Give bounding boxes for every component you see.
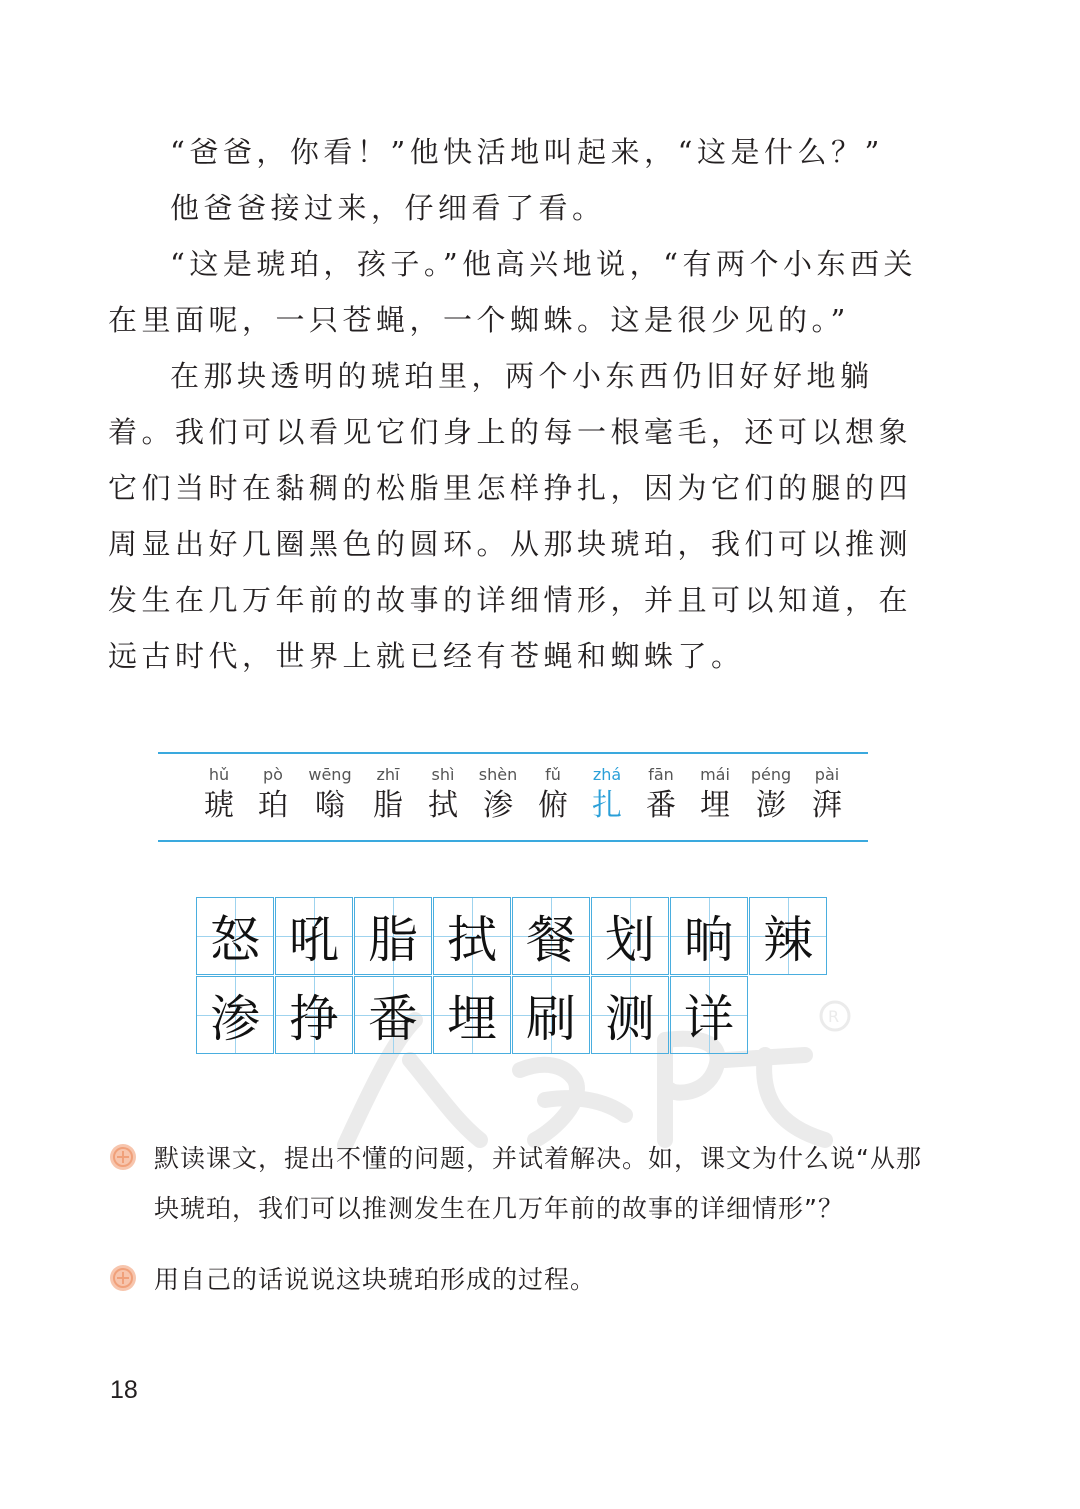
vocab-item — [742, 764, 800, 826]
grid-character: 怒 — [210, 911, 260, 969]
grid-character: 渗 — [210, 990, 260, 1048]
grid-cell — [433, 897, 511, 975]
vocab-character: 俯 — [538, 788, 568, 823]
vocab-item — [634, 764, 688, 826]
grid-cell — [196, 976, 274, 1054]
vocab-character: 澎 — [756, 788, 786, 823]
grid-cell — [354, 897, 432, 975]
grid-character: 吼 — [289, 911, 339, 969]
exercise-bullet-icon — [108, 1142, 138, 1172]
page-number: 18 — [110, 1376, 138, 1404]
vocab-item — [192, 764, 246, 826]
grid-row — [196, 976, 828, 1054]
vocab-item — [360, 764, 416, 826]
grid-cell — [591, 897, 669, 975]
vocab-item — [300, 764, 360, 826]
grid-character: 餐 — [526, 911, 576, 969]
vocab-character: 番 — [646, 788, 676, 823]
grid-cell — [354, 976, 432, 1054]
vocab-character: 琥 — [204, 788, 234, 823]
grid-cell — [591, 976, 669, 1054]
vocab-pinyin: péng — [750, 765, 792, 784]
grid-character: 脂 — [368, 911, 418, 969]
grid-character: 划 — [605, 911, 655, 969]
exercise-text: 默读课文，提出不懂的问题，并试着解决。如，课文为什么说“从那块琥珀，我们可以推测发生在几万年前的故事的详细情形”？ — [154, 1144, 922, 1223]
grid-character: 刷 — [526, 990, 576, 1048]
paragraph: “这是琥珀，孩子。”他高兴地说，“有两个小东西关在里面呢，一只苍蝇，一个蜘蛛。这是很少见的。” — [108, 247, 917, 337]
vocab-item-highlighted — [580, 764, 634, 826]
vocab-item — [416, 764, 470, 826]
grid-cell — [433, 976, 511, 1054]
vocab-item — [688, 764, 742, 826]
exercise-1 — [108, 1134, 928, 1234]
grid-row — [196, 897, 828, 975]
new-characters-strip — [158, 752, 868, 842]
vocab-row — [192, 764, 854, 826]
paragraph: 他爸爸接过来，仔细看了看。 — [170, 191, 606, 225]
exercise-text: 用自己的话说说这块琥珀形成的过程。 — [154, 1265, 597, 1294]
writing-grid — [196, 897, 828, 1054]
grid-character: 晌 — [684, 911, 734, 969]
vocab-pinyin: shèn — [478, 765, 518, 784]
vocab-character: 渗 — [483, 788, 513, 823]
vocab-character: 脂 — [373, 788, 403, 823]
vocab-character: 嗡 — [315, 788, 345, 823]
vocab-pinyin: fān — [648, 765, 674, 784]
grid-character: 辣 — [763, 911, 813, 969]
vocab-item — [800, 764, 854, 826]
exercise-2 — [108, 1255, 928, 1305]
vocab-pinyin: hǔ — [208, 765, 230, 784]
vocab-item — [526, 764, 580, 826]
vocab-pinyin: zhī — [376, 765, 400, 784]
vocab-pinyin: fǔ — [545, 765, 561, 784]
vocab-character: 埋 — [700, 788, 730, 823]
grid-cell — [670, 897, 748, 975]
grid-character: 番 — [368, 990, 418, 1048]
grid-cell — [512, 897, 590, 975]
lesson-body-text — [108, 124, 928, 684]
grid-character: 拭 — [447, 911, 497, 969]
vocab-item — [470, 764, 526, 826]
vocab-character: 扎 — [592, 788, 622, 823]
paragraph: “爸爸，你看！”他快活地叫起来，“这是什么？” — [170, 135, 884, 169]
vocab-pinyin: shì — [431, 765, 455, 784]
grid-character: 埋 — [447, 990, 497, 1048]
vocab-item — [246, 764, 300, 826]
grid-cell — [196, 897, 274, 975]
grid-cell — [275, 897, 353, 975]
grid-cell — [512, 976, 590, 1054]
vocab-pinyin: wēng — [308, 765, 352, 784]
vocab-character: 湃 — [812, 788, 842, 823]
grid-cell — [275, 976, 353, 1054]
paragraph: 在那块透明的琥珀里，两个小东西仍旧好好地躺着。我们可以看见它们身上的每一根毫毛，还可以想象它们当时在黏稠的松脂里怎样挣扎，因为它们的腿的四周显出好几圈黑色的圆环。从那块琥珀，我们可以推测发生在几万年前的故事的详细情形，并且可以知道，在远古时代，世界上就已经有苍蝇和蜘蛛了。 — [108, 359, 913, 673]
vocab-character: 拭 — [428, 788, 458, 823]
grid-character: 详 — [684, 990, 734, 1048]
vocab-pinyin: pài — [814, 765, 840, 784]
vocab-character: 珀 — [258, 788, 288, 823]
vocab-pinyin: pò — [263, 765, 283, 784]
grid-character: 挣 — [289, 990, 339, 1048]
svg-text:R: R — [828, 1007, 840, 1026]
grid-cell — [670, 976, 748, 1054]
grid-cell — [749, 897, 827, 975]
vocab-pinyin: mái — [700, 765, 730, 784]
exercise-bullet-icon — [108, 1263, 138, 1293]
grid-character: 测 — [605, 990, 655, 1048]
vocab-pinyin: zhá — [592, 765, 622, 784]
